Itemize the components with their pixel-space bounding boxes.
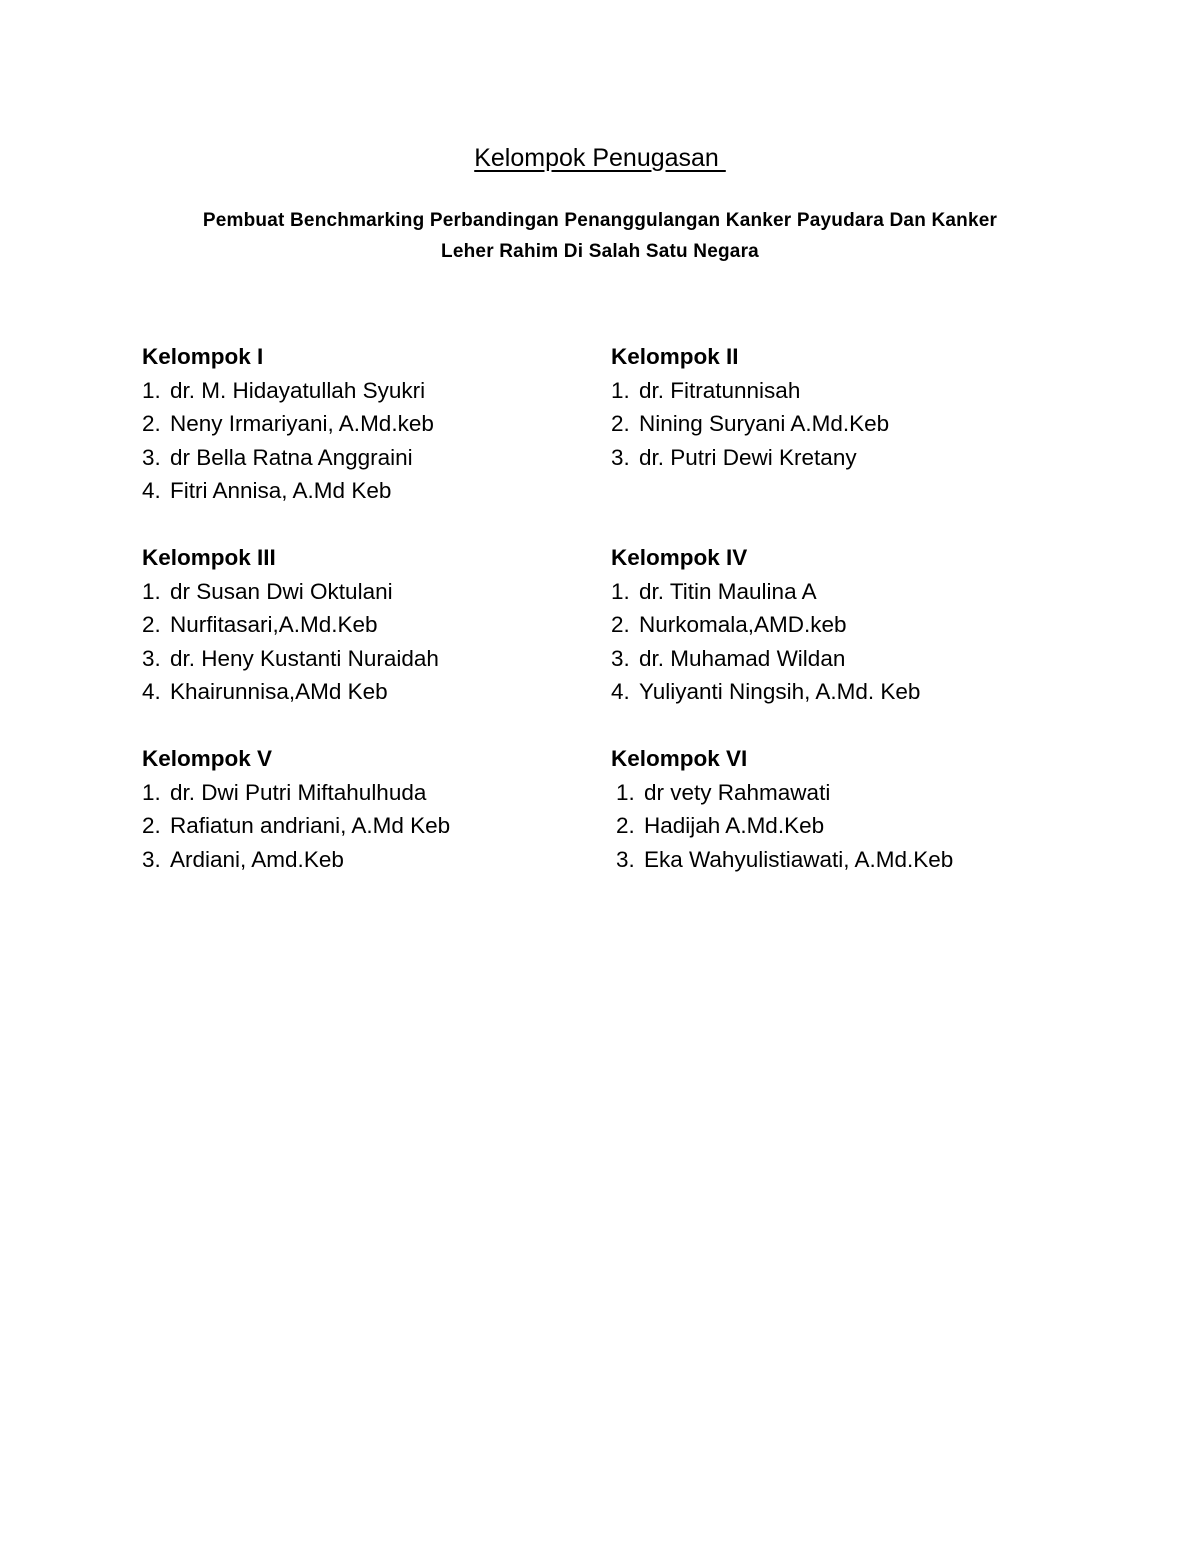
member-name: dr. M. Hidayatullah Syukri <box>170 377 426 403</box>
member-item <box>611 642 920 676</box>
member-number: 3. <box>611 645 630 671</box>
member-name: dr vety Rahmawati <box>644 779 831 805</box>
member-item <box>142 374 434 408</box>
member-item <box>611 843 953 877</box>
group-4 <box>611 541 920 709</box>
member-number: 1. <box>611 578 630 604</box>
member-item <box>611 608 920 642</box>
member-number: 1. <box>611 377 630 403</box>
member-item <box>611 675 920 709</box>
member-item <box>142 575 439 609</box>
member-name: Neny Irmariyani, A.Md.keb <box>170 411 434 437</box>
member-name: dr. Dwi Putri Miftahulhuda <box>170 779 427 805</box>
group-1 <box>142 340 434 508</box>
member-number: 4. <box>142 478 161 504</box>
member-name: dr. Titin Maulina A <box>639 578 817 604</box>
member-number: 3. <box>142 846 161 872</box>
member-number: 1. <box>616 779 635 805</box>
member-number: 3. <box>142 444 161 470</box>
group-title: Kelompok V <box>142 746 273 771</box>
member-name: dr. Putri Dewi Kretany <box>639 444 857 470</box>
member-number: 2. <box>142 813 161 839</box>
group-3 <box>142 541 439 709</box>
member-name: dr. Muhamad Wildan <box>639 645 846 671</box>
member-number: 1. <box>142 779 161 805</box>
member-item <box>142 843 450 877</box>
member-name: dr. Heny Kustanti Nuraidah <box>170 645 439 671</box>
page-subtitle <box>100 205 1100 267</box>
member-number: 2. <box>142 612 161 638</box>
group-6 <box>611 742 953 876</box>
member-number: 4. <box>611 679 630 705</box>
member-number: 1. <box>142 578 161 604</box>
member-item <box>142 809 450 843</box>
member-name: Rafiatun andriani, A.Md Keb <box>170 813 451 839</box>
member-name: Hadijah A.Md.Keb <box>644 813 825 839</box>
member-item <box>611 407 889 441</box>
member-item <box>142 642 439 676</box>
member-name: Nurkomala,AMD.keb <box>639 612 847 638</box>
member-number: 3. <box>611 444 630 470</box>
member-number: 2. <box>616 813 635 839</box>
member-name: Fitri Annisa, A.Md Keb <box>170 478 392 504</box>
member-number: 2. <box>611 411 630 437</box>
member-name: dr Bella Ratna Anggraini <box>170 444 413 470</box>
member-item <box>611 776 953 810</box>
member-item <box>142 675 439 709</box>
member-name: Yuliyanti Ningsih, A.Md. Keb <box>639 679 921 705</box>
member-number: 2. <box>611 612 630 638</box>
member-item <box>142 608 439 642</box>
member-name: Khairunnisa,AMd Keb <box>170 679 388 705</box>
member-number: 3. <box>616 846 635 872</box>
member-name: dr Susan Dwi Oktulani <box>170 578 393 604</box>
member-item <box>611 809 953 843</box>
subtitle-line-2: Leher Rahim Di Salah Satu Negara <box>441 241 759 262</box>
member-name: Nurfitasari,A.Md.Keb <box>170 612 378 638</box>
page-title: Kelompok Penugasan <box>474 144 726 172</box>
member-item <box>611 575 920 609</box>
member-item <box>142 776 450 810</box>
group-title: Kelompok II <box>611 344 739 369</box>
member-number: 1. <box>142 377 161 403</box>
group-title: Kelompok III <box>142 545 276 570</box>
member-name: Ardiani, Amd.Keb <box>170 846 344 872</box>
group-2 <box>611 340 889 474</box>
group-title: Kelompok IV <box>611 545 748 570</box>
member-item <box>611 374 889 408</box>
member-item <box>142 441 434 475</box>
member-item <box>142 474 434 508</box>
member-name: Eka Wahyulistiawati, A.Md.Keb <box>644 846 954 872</box>
group-title: Kelompok I <box>142 344 264 369</box>
member-name: dr. Fitratunnisah <box>639 377 801 403</box>
member-item <box>611 441 889 475</box>
member-number: 2. <box>142 411 161 437</box>
member-number: 4. <box>142 679 161 705</box>
subtitle-line-1: Pembuat Benchmarking Perbandingan Penanggulangan Kanker Payudara Dan Kanker <box>202 210 998 231</box>
member-name: Nining Suryani A.Md.Keb <box>639 411 890 437</box>
member-item <box>142 407 434 441</box>
group-5 <box>142 742 450 876</box>
group-title: Kelompok VI <box>611 746 748 771</box>
member-number: 3. <box>142 645 161 671</box>
